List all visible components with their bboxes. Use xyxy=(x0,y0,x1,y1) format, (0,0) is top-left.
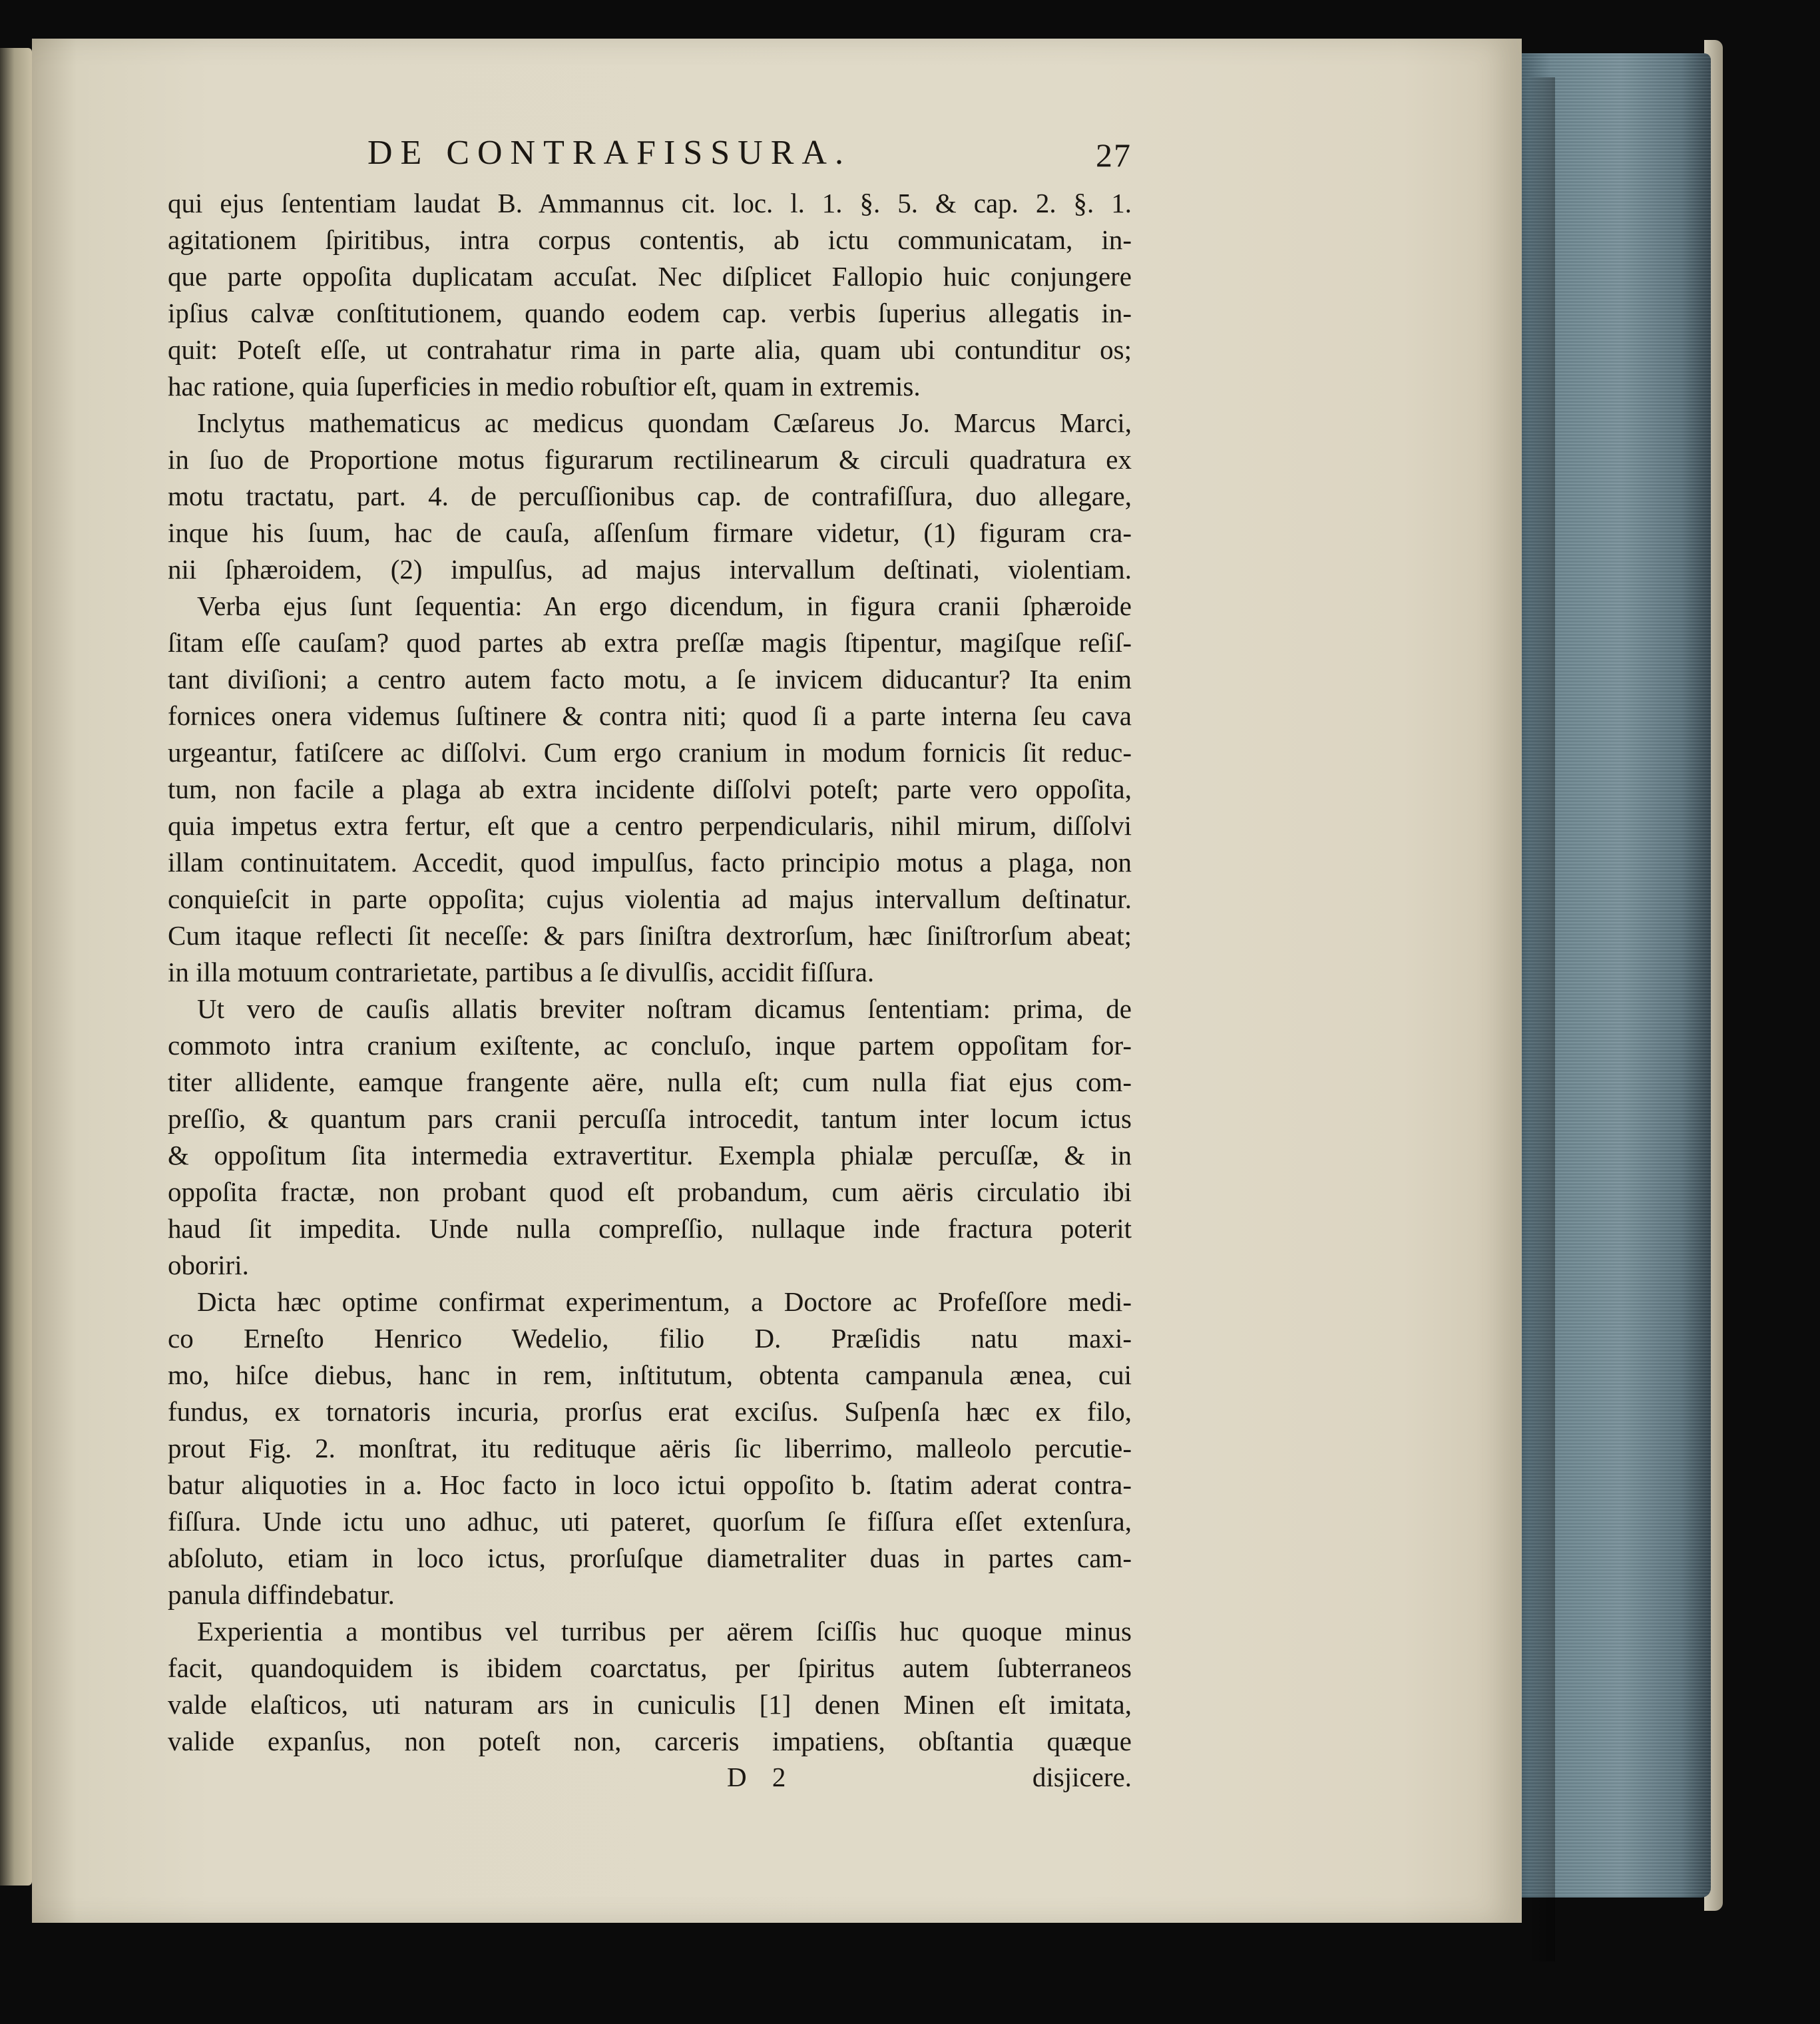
text-line: oboriri. xyxy=(168,1250,249,1280)
running-header xyxy=(168,133,1132,180)
text-line: qui ejus ſententiam laudat B. Ammannus cit. loc. l. 1. §. 5. & cap. 2. §. 1. xyxy=(168,188,1132,218)
text-line: motu tractatu, part. 4. de percuſſionibus cap. de contrafiſſura, duo allegare, xyxy=(168,481,1132,511)
text-line: valide expanſus, non poteſt non, carceris impatiens, obſtantia quæque xyxy=(168,1726,1132,1756)
text-line: fiſſura. Unde ictu uno adhuc, uti pateret, quorſum ſe fiſſura eſſet extenſura, xyxy=(168,1506,1132,1537)
text-line: haud ſit impedita. Unde nulla compreſſio, nullaque inde fractura poterit xyxy=(168,1213,1132,1244)
text-line: valde elaſticos, uti naturam ars in cuniculis [1] denen Minen eſt imitata, xyxy=(168,1689,1132,1720)
text-line: facit, quandoquidem is ibidem coarctatus, per ſpiritus autem ſubterraneos xyxy=(168,1652,1132,1683)
text-line: conquieſcit in parte oppoſita; cujus violentia ad majus intervallum deſtinatur. xyxy=(168,884,1132,914)
text-line: commoto intra cranium exiſtente, ac concluſo, inque partem oppoſitam for- xyxy=(168,1030,1132,1061)
text-line: & oppoſitum ſita intermedia extravertitur. Exempla phialæ percuſſæ, & in xyxy=(168,1140,1132,1170)
running-title: DE CONTRAFISSURA. xyxy=(367,134,851,172)
text-line: Dicta hæc optime confirmat experimentum, a Doctore ac Profeſſore medi- xyxy=(197,1286,1132,1317)
text-line: panula diffindebatur. xyxy=(168,1579,395,1610)
text-line: inque his ſuum, hac de cauſa, aſſenſum firmare videtur, (1) figuram cra- xyxy=(168,517,1132,548)
text-line: in illa motuum contrarietate, partibus a ſe divulſis, accidit fiſſura. xyxy=(168,957,875,987)
text-line: batur aliquoties in a. Hoc facto in loco ictui oppoſito b. ſtatim aderat contra- xyxy=(168,1469,1132,1500)
body-text xyxy=(168,185,1132,1760)
text-line: oppoſita fractæ, non probant quod eſt probandum, cum aëris circulatio ibi xyxy=(168,1176,1132,1207)
text-line: agitationem ſpiritibus, intra corpus contentis, ab ictu communicatam, in- xyxy=(168,224,1132,255)
text-line: fornices onera videmus ſuſtinere & contra niti; quod ſi a parte interna ſeu cava xyxy=(168,700,1132,731)
text-line: prout Fig. 2. monſtrat, itu redituque aëris ſic liberrimo, malleolo percutie- xyxy=(168,1433,1132,1463)
text-line: ſitam eſſe cauſam? quod partes ab extra preſſæ magis ſtipentur, magiſque reſiſ- xyxy=(168,627,1132,658)
text-line: nii ſphæroidem, (2) impulſus, ad majus intervallum deſtinati, violentiam. xyxy=(168,554,1132,585)
text-line: titer allidente, eamque frangente aëre, nulla eſt; cum nulla fiat ejus com- xyxy=(168,1067,1132,1097)
text-line: preſſio, & quantum pars cranii percuſſa introcedit, tantum inter locum ictus xyxy=(168,1103,1132,1134)
text-line: Inclytus mathematicus ac medicus quondam Cæſareus Jo. Marcus Marci, xyxy=(197,407,1132,438)
text-line: Verba ejus ſunt ſequentia: An ergo dicendum, in figura cranii ſphæroide xyxy=(197,591,1132,621)
text-line: Ut vero de cauſis allatis breviter noſtram dicamus ſententiam: prima, de xyxy=(197,993,1132,1024)
text-line: Cum itaque reflecti ſit neceſſe: & pars ſiniſtra dextrorſum, hæc ſiniſtrorſum abeat; xyxy=(168,920,1132,951)
text-line: urgeantur, fatiſcere ac diſſolvi. Cum ergo cranium in modum fornicis ſit reduc- xyxy=(168,737,1132,768)
text-line: tum, non facile a plaga ab extra incidente diſſolvi poteſt; parte vero oppoſita, xyxy=(168,774,1132,804)
text-line: hac ratione, quia ſuperficies in medio robuſtior eſt, quam in extremis. xyxy=(168,371,921,401)
text-line: abſoluto, etiam in loco ictus, prorſuſque diametraliter duas in partes cam- xyxy=(168,1543,1132,1573)
text-line: mo, hiſce diebus, hanc in rem, inſtitutum, obtenta campanula ænea, cui xyxy=(168,1360,1132,1390)
page-fold-shadow xyxy=(1528,77,1555,1961)
page-footer xyxy=(168,1761,1132,1798)
page-number: 27 xyxy=(1096,136,1132,174)
facing-page-edge xyxy=(0,48,32,1886)
text-line: Experientia a montibus vel turribus per aërem ſciſſis huc quoque minus xyxy=(197,1616,1132,1646)
text-line: quia impetus extra fertur, eſt que a centro perpendicularis, nihil mirum, diſſolvi xyxy=(168,810,1132,841)
text-line: in ſuo de Proportione motus figurarum rectilinearum & circuli quadratura ex xyxy=(168,444,1132,475)
signature-mark: D 2 xyxy=(727,1762,796,1792)
text-block xyxy=(168,133,1132,1798)
text-line: que parte oppoſita duplicatam accuſat. Nec diſplicet Fallopio huic conjungere xyxy=(168,261,1132,292)
text-line: tant diviſioni; a centro autem facto motu, a ſe invicem diducantur? Ita enim xyxy=(168,664,1132,694)
text-line: quit: Poteſt eſſe, ut contrahatur rima in parte alia, quam ubi contunditur os; xyxy=(168,334,1132,365)
text-line: co Erneſto Henrico Wedelio, filio D. Præſidis natu maxi- xyxy=(168,1323,1132,1354)
text-line: illam continuitatem. Accedit, quod impulſus, facto principio motus a plaga, non xyxy=(168,847,1132,878)
text-line: ipſius calvæ conſtitutionem, quando eodem cap. verbis ſuperius allegatis in- xyxy=(168,298,1132,328)
catchword: disjicere. xyxy=(1032,1762,1132,1792)
text-line: fundus, ex tornatoris incuria, prorſus erat exciſus. Suſpenſa hæc ex filo, xyxy=(168,1396,1132,1427)
